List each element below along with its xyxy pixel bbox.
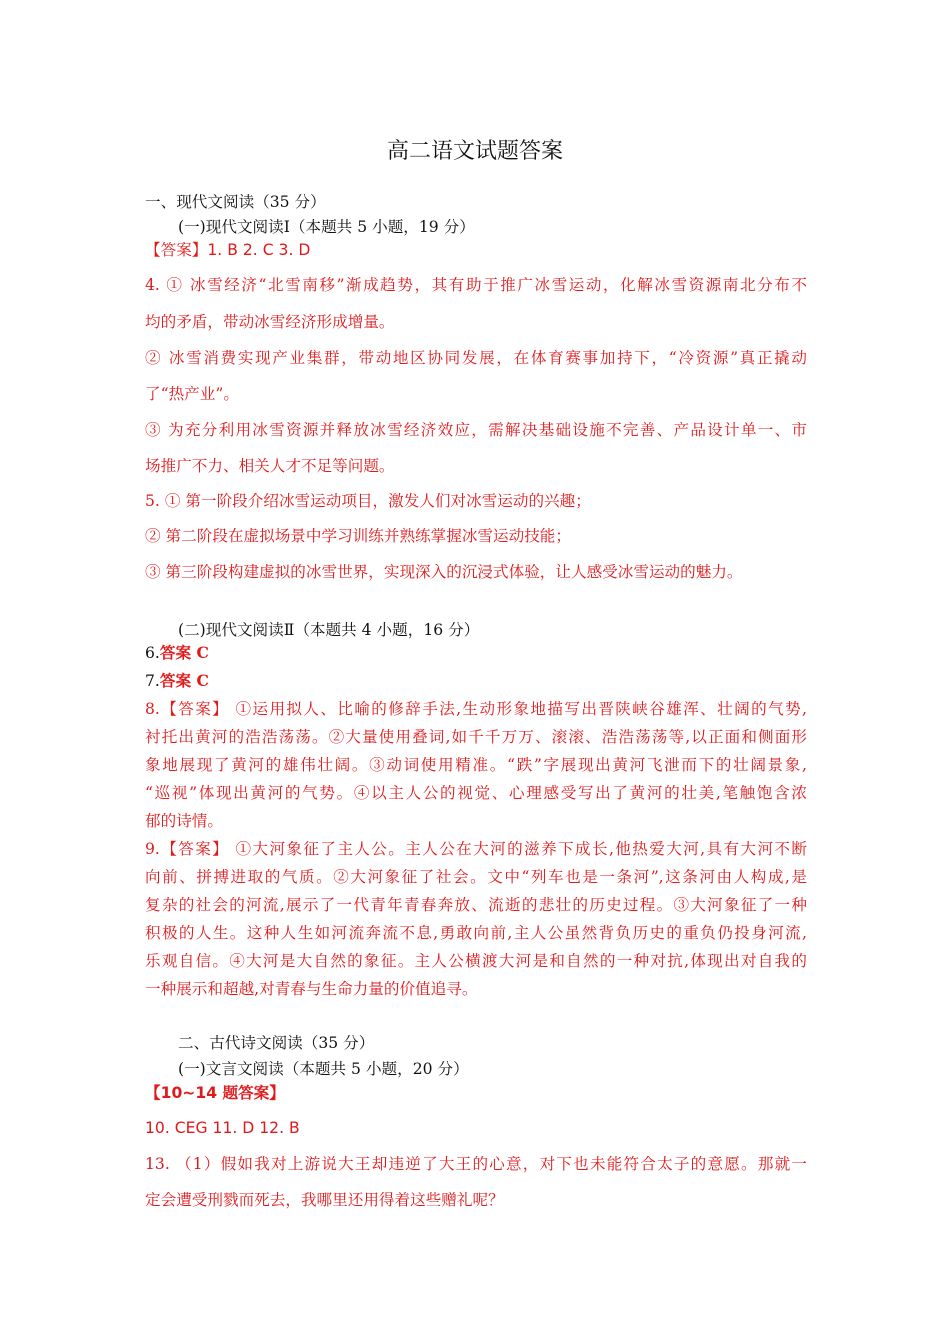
q4-line-6: 场推广不力、相关人才不足等问题。 [145,457,395,475]
answers-1-3: 【答案】1. B 2. C 3. D [145,241,311,259]
q9-line-1: 9.【答案】 ①大河象征了主人公。主人公在大河的滋养下成长,他热爱大河,具有大河不断 [145,840,807,858]
q4-line-3: ② 冰雪消费实现产业集群，带动地区协同发展，在体育赛事加持下，“冷资源”真正撬动 [145,349,807,367]
q7-answer-text: 答案 C [159,671,209,690]
q6-answer-text: 答案 C [159,643,209,662]
q9-line-4: 积极的人生。这种人生如河流奔流不息,勇敢向前,主人公虽然背负历史的重负仍投身河流, [145,924,807,942]
q6-number: 6. [145,644,160,662]
q4-line-1: 4. ① 冰雪经济“北雪南移”渐成趋势，其有助于推广冰雪运动，化解冰雪资源南北分布不 [145,276,807,294]
q8-line-4: “巡视”体现出黄河的气势。④以主人公的视觉、心理感受写出了黄河的壮美,笔触饱含浓 [145,784,807,802]
q4-line-4: 了“热产业”。 [145,385,239,403]
q5-line-2: ② 第二阶段在虚拟场景中学习训练并熟练掌握冰雪运动技能； [145,527,571,545]
q9-line-2: 向前、拼搏进取的气质。②大河象征了社会。文中“列车也是一条河”,这条河由人构成,是 [145,868,807,886]
q8-line-2: 衬托出黄河的浩浩荡荡。②大量使用叠词,如千千万万、滚滚、浩浩荡荡等,以正面和侧面形 [145,728,807,746]
q7-answer [145,670,209,692]
q9-line-5: 乐观自信。④大河是大自然的象征。主人公横渡大河是和自然的一种对抗,体现出对自我的 [145,952,807,970]
section-2-heading: 二、古代诗文阅读（35 分） [178,1034,375,1052]
q4-line-5: ③ 为充分利用冰雪资源并释放冰雪经济效应，需解决基础设施不完善、产品设计单一、市 [145,421,807,439]
q9-line-3: 复杂的社会的河流,展示了一代青年青春奔放、流逝的悲壮的历史过程。③大河象征了一种 [145,896,807,914]
q5-line-3: ③ 第三阶段构建虚拟的冰雪世界，实现深入的沉浸式体验，让人感受冰雪运动的魅力。 [145,563,743,581]
answers-10-14-heading: 【10~14 题答案】 [145,1084,285,1102]
q7-number: 7. [145,672,160,690]
q8-line-1: 8.【答案】 ①运用拟人、比喻的修辞手法,生动形象地描写出晋陕峡谷雄浑、壮阔的气势, [145,700,807,718]
q6-answer [145,642,209,664]
answers-10-12: 10. CEG 11. D 12. B [145,1119,300,1137]
q8-line-5: 郁的诗情。 [145,812,223,830]
q9-line-6: 一种展示和超越,对青春与生命力量的价值追寻。 [145,980,478,998]
q13-line-2: 定会遭受刑戮而死去，我哪里还用得着这些赠礼呢？ [145,1191,504,1209]
part-1-heading: (一)现代文阅读Ⅰ（本题共 5 小题，19 分） [178,218,475,236]
q5-line-1: 5. ① 第一阶段介绍冰雪运动项目，激发人们对冰雪运动的兴趣； [145,492,591,510]
section-1-heading: 一、现代文阅读（35 分） [145,193,326,211]
section-2-part-1-heading: (一)文言文阅读（本题共 5 小题，20 分） [178,1060,469,1078]
q4-line-2: 均的矛盾，带动冰雪经济形成增量。 [145,313,395,331]
q8-line-3: 象地展现了黄河的雄伟壮阔。③动词使用精准。“跌”字展现出黄河飞泄而下的壮阔景象, [145,756,807,774]
page-title: 高二语文试题答案 [386,139,563,164]
part-2-heading: (二)现代文阅读Ⅱ（本题共 4 小题，16 分） [178,621,480,639]
q13-line-1: 13. （1）假如我对上游说大王却违逆了大王的心意，对下也未能符合太子的意愿。那就一 [145,1155,807,1173]
